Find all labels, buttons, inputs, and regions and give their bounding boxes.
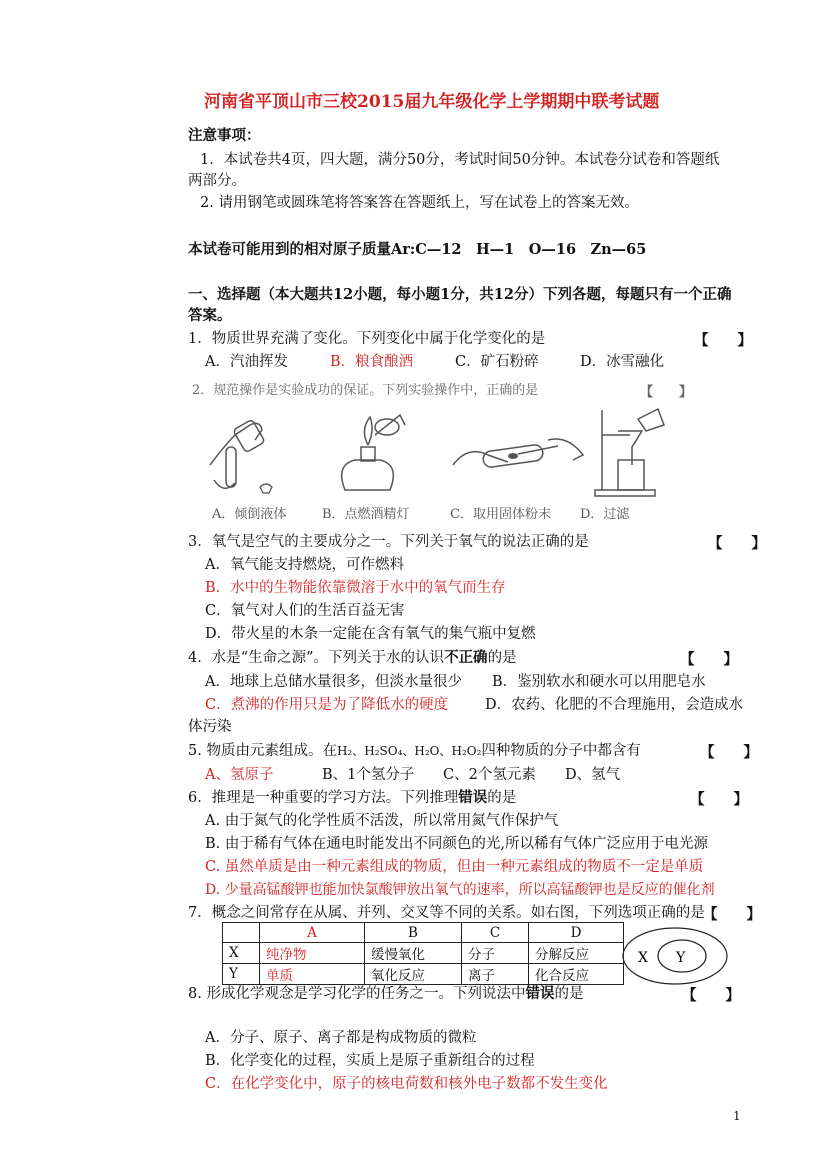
q3-option-b: B．水中的生物能依靠微溶于水中的氧气而生存 bbox=[205, 580, 506, 596]
table-cell: 离子 bbox=[462, 964, 529, 985]
table-header-cell: B bbox=[365, 923, 462, 943]
q3-option-c: C．氧气对人们的生活百益无害 bbox=[205, 603, 405, 619]
diagram-label-y: Y bbox=[676, 950, 686, 966]
q4-option-c: C．煮沸的作用只是为了降低水的硬度 bbox=[205, 697, 449, 713]
q1-option-b: B．粮食酿酒 bbox=[330, 354, 414, 370]
q6-option-d: D. 少量高锰酸钾也能加快氯酸钾放出氧气的速率，所以高锰酸钾也是反应的催化剂 bbox=[205, 882, 715, 898]
filtration-illustration bbox=[590, 405, 690, 500]
table-row bbox=[223, 964, 624, 985]
q2-stem: 2．规范操作是实验成功的保证。下列实验操作中，正确的是 bbox=[192, 383, 539, 398]
q8-stem: 8. 形成化学观念是学习化学的任务之一。下列说法中错误的是 bbox=[188, 985, 584, 1002]
q1-option-d: D．冰雪融化 bbox=[580, 354, 665, 370]
table-header-cell: C bbox=[462, 923, 529, 943]
q8-option-c: C．在化学变化中，原子的核电荷数和核外电子数都不发生变化 bbox=[205, 1076, 608, 1092]
q1-option-c: C．矿石粉碎 bbox=[455, 354, 539, 370]
q5-answer-bracket: 【 】 bbox=[700, 744, 758, 761]
q5-option-a: A、氢原子 bbox=[205, 767, 274, 783]
section1-heading-cont: 答案。 bbox=[188, 307, 232, 324]
table-row bbox=[223, 943, 624, 964]
table-cell: 分子 bbox=[462, 943, 529, 964]
q3-stem: 3．氧气是空气的主要成分之一。下列关于氧气的说法正确的是 bbox=[188, 534, 589, 550]
q4-option-a: A．地球上总储水量很多，但淡水量很少 bbox=[205, 674, 462, 690]
table-cell: 纯净物 bbox=[260, 943, 365, 964]
q1-option-a: A．汽油挥发 bbox=[205, 354, 288, 370]
solid-powder-illustration bbox=[448, 420, 588, 490]
table-cell: X bbox=[223, 943, 260, 964]
q5-option-b: B、1个氢分子 bbox=[322, 767, 415, 783]
q4-answer-bracket: 【 】 bbox=[680, 651, 738, 668]
q4-option-d: D．农药、化肥的不合理施用，会造成水 bbox=[485, 697, 744, 713]
q4-option-b: B．鉴别软水和硬水可以用肥皂水 bbox=[492, 674, 706, 690]
section1-heading: 一、选择题（本大题共12小题，每小题1分，共12分）下列各题，每题只有一个正确 bbox=[188, 286, 732, 303]
q6-option-a: A. 由于氮气的化学性质不活泼，所以常用氮气作保护气 bbox=[205, 813, 559, 829]
q2-option-c: C．取用固体粉末 bbox=[450, 507, 551, 522]
alcohol-lamp-illustration bbox=[325, 405, 415, 500]
page-number: 1 bbox=[733, 1109, 741, 1123]
q7-stem: 7．概念之间常存在从属、并列、交叉等不同的关系。如右图，下列选项正确的是 bbox=[188, 905, 705, 921]
table-header-cell: D bbox=[529, 923, 624, 943]
q4-option-d-cont: 体污染 bbox=[188, 719, 232, 735]
q2-option-b: B．点燃酒精灯 bbox=[322, 507, 410, 522]
q8-answer-bracket: 【 】 bbox=[682, 987, 740, 1004]
q5-option-d: D、氢气 bbox=[565, 767, 621, 783]
q8-option-b: B．化学变化的过程，实质上是原子重新组合的过程 bbox=[205, 1053, 535, 1069]
table-cell: 分解反应 bbox=[529, 943, 624, 964]
notice-item-1-cont: 两部分。 bbox=[188, 173, 246, 189]
q4-stem: 4．水是“生命之源”。下列关于水的认识不正确的是 bbox=[188, 649, 517, 666]
table-cell: Y bbox=[223, 964, 260, 985]
atomic-mass-line: 本试卷可能用到的相对原子质量Ar:C—12 H—1 O—16 Zn—65 bbox=[188, 241, 647, 258]
q1-stem: 1．物质世界充满了变化。下列变化中属于化学变化的是 bbox=[188, 331, 546, 347]
notice-heading: 注意事项： bbox=[188, 127, 261, 144]
q7-options-table bbox=[222, 922, 624, 985]
notice-item-2: 2. 请用钢笔或圆珠笔将答案答在答题纸上，写在试卷上的答案无效。 bbox=[200, 195, 639, 211]
q8-option-a: A．分子、原子、离子都是构成物质的微粒 bbox=[205, 1030, 477, 1046]
table-cell bbox=[223, 923, 260, 943]
q7-answer-bracket: 【 】 bbox=[703, 906, 761, 923]
pour-liquid-illustration bbox=[200, 405, 295, 500]
q3-answer-bracket: 【 】 bbox=[708, 535, 766, 552]
xy-relation-diagram bbox=[620, 924, 740, 988]
table-cell: 氧化反应 bbox=[365, 964, 462, 985]
q6-answer-bracket: 【 】 bbox=[690, 791, 748, 808]
table-row bbox=[223, 923, 624, 943]
q5-stem: 5. 物质由元素组成。在H₂、H₂SO₄、H₂O、H₂O₂四种物质的分子中都含有 bbox=[188, 743, 641, 759]
table-cell: 单质 bbox=[260, 964, 365, 985]
notice-item-1: 1．本试卷共4页，四大题，满分50分，考试时间50分钟。本试卷分试卷和答题纸 bbox=[200, 152, 720, 168]
q6-stem: 6．推理是一种重要的学习方法。下列推理错误的是 bbox=[188, 789, 517, 806]
q2-answer-bracket: 【 】 bbox=[640, 385, 693, 400]
q6-option-b: B. 由于稀有气体在通电时能发出不同颜色的光,所以稀有气体广泛应用于电光源 bbox=[205, 836, 708, 852]
q1-answer-bracket: 【 】 bbox=[694, 332, 752, 349]
table-header-cell: A bbox=[260, 923, 365, 943]
q2-option-a: A．倾倒液体 bbox=[212, 507, 287, 522]
q6-option-c: C. 虽然单质是由一种元素组成的物质，但由一种元素组成的物质不一定是单质 bbox=[205, 859, 704, 875]
q3-option-d: D．带火星的木条一定能在含有氧气的集气瓶中复燃 bbox=[205, 626, 536, 642]
q3-option-a: A．氧气能支持燃烧，可作燃料 bbox=[205, 557, 404, 573]
table-cell: 缓慢氧化 bbox=[365, 943, 462, 964]
page-title: 河南省平顶山市三校2015届九年级化学上学期期中联考试题 bbox=[204, 92, 660, 112]
diagram-label-x: X bbox=[638, 950, 648, 966]
q5-option-c: C、2个氢元素 bbox=[443, 767, 536, 783]
q2-option-d: D．过滤 bbox=[580, 507, 630, 522]
table-cell: 化合反应 bbox=[529, 964, 624, 985]
